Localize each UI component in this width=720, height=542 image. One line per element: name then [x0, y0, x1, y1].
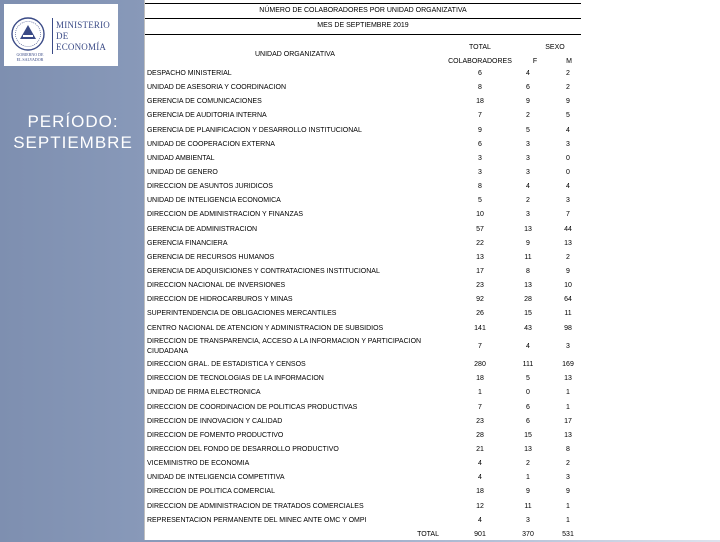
total-value: 17	[476, 267, 484, 275]
male-value: 2	[566, 70, 570, 77]
female-value: 6	[526, 417, 530, 425]
total-value: 4	[478, 460, 482, 468]
total-value: 3	[478, 154, 482, 162]
total-value: 141	[474, 324, 486, 332]
unit-name: VICEMINISTRO DE ECONOMIA	[147, 460, 250, 468]
table-row	[145, 500, 720, 514]
male-value: 9	[566, 488, 570, 496]
totals-total: 901	[474, 530, 486, 538]
female-value: 13	[524, 282, 532, 290]
total-value: 10	[476, 211, 484, 219]
male-value: 3	[566, 197, 570, 205]
table-row	[145, 124, 720, 138]
unit-name: UNIDAD DE FIRMA ELECTRONICA	[147, 389, 261, 397]
unit-name: DIRECCION DE TRANSPARENCIA, ACCESO A LA INFORMACION Y PARTICIPACION CIUDADANA	[147, 337, 422, 356]
unit-name: GERENCIA DE COMUNICACIONES	[147, 98, 262, 106]
ministry-name: MINISTERIO DE ECONOMÍA	[56, 20, 110, 52]
unit-name: UNIDAD DE INTELIGENCIA ECONOMICA	[147, 197, 281, 205]
column-header-m: M	[566, 58, 572, 65]
female-value: 2	[526, 460, 530, 468]
unit-name: UNIDAD AMBIENTAL	[147, 154, 215, 162]
unit-name: DESPACHO MINISTERIAL	[147, 70, 232, 77]
table-row	[145, 471, 720, 485]
table-row	[145, 265, 720, 279]
total-value: 18	[476, 98, 484, 106]
column-header-total: TOTAL	[469, 44, 491, 51]
coat-of-arms-icon	[10, 16, 46, 52]
male-value: 9	[566, 267, 570, 275]
total-value: 6	[478, 140, 482, 148]
unit-name: GERENCIA DE ADMINISTRACION	[147, 225, 258, 233]
male-value: 1	[566, 502, 570, 510]
table-row	[145, 194, 720, 208]
total-value: 9	[478, 126, 482, 134]
female-value: 9	[526, 239, 530, 247]
female-value: 15	[524, 310, 532, 318]
male-value: 98	[564, 324, 572, 332]
female-value: 5	[526, 375, 530, 383]
female-value: 3	[526, 168, 530, 176]
male-value: 2	[566, 460, 570, 468]
unit-name: UNIDAD DE COOPERACION EXTERNA	[147, 140, 275, 148]
female-value: 2	[526, 112, 530, 120]
totals-label: TOTAL	[417, 530, 439, 538]
unit-name: DIRECCION DE TECNOLOGIAS DE LA INFORMACION	[147, 375, 324, 383]
female-value: 3	[526, 516, 530, 524]
unit-name: UNIDAD DE INTELIGENCIA COMPETITIVA	[147, 474, 285, 482]
period-label	[0, 111, 146, 153]
female-value: 3	[526, 140, 530, 148]
ministry-logo	[4, 4, 118, 66]
total-value: 18	[476, 375, 484, 383]
male-value: 3	[566, 342, 570, 350]
unit-name: DIRECCION GRAL. DE ESTADISTICA Y CENSOS	[147, 361, 306, 369]
total-value: 28	[476, 431, 484, 439]
male-value: 13	[564, 375, 572, 383]
logo-caption: GOBIERNO DE EL SALVADOR	[16, 52, 44, 62]
male-value: 8	[566, 446, 570, 454]
female-value: 28	[524, 296, 532, 304]
female-value: 4	[526, 342, 530, 350]
table-row	[145, 415, 720, 429]
table-row	[145, 485, 720, 499]
table-row	[145, 166, 720, 180]
total-value: 4	[478, 474, 482, 482]
unit-name: CENTRO NACIONAL DE ATENCION Y ADMINISTRACION DE SUBSIDIOS	[147, 324, 384, 332]
table-row	[145, 293, 720, 307]
unit-name: UNIDAD DE GENERO	[147, 168, 218, 176]
female-value: 111	[522, 361, 534, 369]
female-value: 11	[524, 502, 532, 510]
column-header-total-sub: COLABORADORES	[448, 58, 512, 65]
table-row	[145, 443, 720, 457]
total-value: 7	[478, 112, 482, 120]
total-value: 3	[478, 168, 482, 176]
male-value: 7	[566, 211, 570, 219]
male-value: 13	[564, 239, 572, 247]
female-value: 13	[524, 446, 532, 454]
total-value: 26	[476, 310, 484, 318]
male-value: 0	[566, 154, 570, 162]
male-value: 1	[566, 389, 570, 397]
male-value: 169	[562, 361, 574, 369]
male-value: 1	[566, 516, 570, 524]
male-value: 5	[566, 112, 570, 120]
female-value: 4	[526, 70, 530, 77]
table-row	[145, 95, 720, 109]
table-row	[145, 307, 720, 321]
total-value: 7	[478, 403, 482, 411]
unit-name: GERENCIA DE AUDITORIA INTERNA	[147, 112, 267, 120]
table-row	[145, 429, 720, 443]
unit-name: GERENCIA DE PLANIFICACION Y DESARROLLO INSTITUCIONAL	[147, 126, 362, 134]
total-value: 21	[476, 446, 484, 454]
total-value: 22	[476, 239, 484, 247]
unit-name: DIRECCION DE HIDROCARBUROS Y MINAS	[147, 296, 293, 304]
female-value: 0	[526, 389, 530, 397]
table-row	[145, 279, 720, 293]
male-value: 17	[564, 417, 572, 425]
unit-name: REPRESENTACION PERMANENTE DEL MINEC ANTE OMC Y OMPI	[147, 516, 367, 524]
female-value: 3	[526, 154, 530, 162]
female-value: 15	[524, 431, 532, 439]
male-value: 2	[566, 253, 570, 261]
total-value: 4	[478, 516, 482, 524]
male-value: 44	[564, 225, 572, 233]
total-value: 23	[476, 282, 484, 290]
total-value: 280	[474, 361, 486, 369]
table-row	[145, 109, 720, 123]
period-month: SEPTIEMBRE	[13, 133, 133, 152]
table-row	[145, 251, 720, 265]
total-value: 23	[476, 417, 484, 425]
total-value: 92	[476, 296, 484, 304]
female-value: 2	[526, 197, 530, 205]
table-row	[145, 180, 720, 194]
table-row	[145, 514, 720, 528]
female-value: 3	[526, 211, 530, 219]
table-row	[145, 81, 720, 95]
unit-name: DIRECCION NACIONAL DE INVERSIONES	[147, 282, 286, 290]
unit-name: DIRECCION DE ADMINISTRACION Y FINANZAS	[147, 211, 304, 219]
unit-name: DIRECCION DE INNOVACION Y CALIDAD	[147, 417, 283, 425]
column-header-unit: UNIDAD ORGANIZATIVA	[255, 51, 335, 58]
male-value: 13	[564, 431, 572, 439]
male-value: 3	[566, 140, 570, 148]
male-value: 11	[564, 310, 572, 318]
total-value: 5	[478, 197, 482, 205]
male-value: 1	[566, 403, 570, 411]
total-value: 1	[478, 389, 482, 397]
female-value: 9	[526, 488, 530, 496]
table-body	[145, 67, 720, 542]
column-header-sexo: SEXO	[545, 44, 565, 51]
unit-name: DIRECCION DE ASUNTOS JURIDICOS	[147, 183, 273, 191]
table-row	[145, 138, 720, 152]
total-value: 13	[476, 253, 484, 261]
female-value: 9	[526, 98, 530, 106]
table-row	[145, 208, 720, 222]
unit-name: DIRECCION DE FOMENTO PRODUCTIVO	[147, 431, 284, 439]
unit-name: GERENCIA DE RECURSOS HUMANOS	[147, 253, 275, 261]
male-value: 3	[566, 474, 570, 482]
male-value: 2	[566, 84, 570, 92]
male-value: 9	[566, 98, 570, 106]
female-value: 6	[526, 84, 530, 92]
unit-name: GERENCIA DE ADQUISICIONES Y CONTRATACIONES INSTITUCIONAL	[147, 267, 380, 275]
female-value: 11	[524, 253, 532, 261]
table-row	[145, 152, 720, 166]
table-row	[145, 401, 720, 415]
female-value: 8	[526, 267, 530, 275]
column-header-f: F	[532, 58, 538, 65]
total-value: 8	[478, 183, 482, 191]
page-title: NÚMERO DE COLABORADORES POR UNIDAD ORGANIZATIVA	[259, 7, 467, 14]
table-row	[145, 223, 720, 237]
table-row	[145, 386, 720, 400]
unit-name: DIRECCION DE POLITICA COMERCIAL	[147, 488, 275, 496]
totals-female: 370	[522, 530, 534, 538]
unit-name: GERENCIA FINANCIERA	[147, 239, 228, 247]
male-value: 64	[564, 296, 572, 304]
table-row	[145, 358, 720, 372]
female-value: 43	[524, 324, 532, 332]
unit-name: DIRECCION DE COORDINACION DE POLITICAS PRODUCTIVAS	[147, 403, 358, 411]
page-subtitle: MES DE SEPTIEMBRE 2019	[317, 22, 409, 29]
logo-divider	[52, 18, 53, 54]
total-value: 6	[478, 70, 482, 77]
male-value: 0	[566, 168, 570, 176]
total-value: 12	[476, 502, 484, 510]
female-value: 5	[526, 126, 530, 134]
unit-name: DIRECCION DEL FONDO DE DESARROLLO PRODUCTIVO	[147, 446, 339, 454]
female-value: 4	[526, 183, 530, 191]
totals-male: 531	[562, 530, 574, 538]
table-row	[145, 457, 720, 471]
table-row	[145, 336, 720, 359]
subtitle-bottom-border	[145, 34, 581, 35]
table-row	[145, 322, 720, 336]
table-row	[145, 67, 720, 81]
unit-name: DIRECCION DE ADMINISTRACION DE TRATADOS COMERCIALES	[147, 502, 364, 510]
female-value: 6	[526, 403, 530, 411]
total-value: 57	[476, 225, 484, 233]
total-value: 7	[478, 342, 482, 350]
male-value: 4	[566, 183, 570, 191]
total-value: 18	[476, 488, 484, 496]
table-row	[145, 372, 720, 386]
total-value: 8	[478, 84, 482, 92]
unit-name: UNIDAD DE ASESORIA Y COORDINACION	[147, 84, 286, 92]
male-value: 4	[566, 126, 570, 134]
table-header	[145, 40, 720, 68]
male-value: 10	[564, 282, 572, 290]
period-heading: PERÍODO:	[27, 112, 119, 131]
table-row	[145, 237, 720, 251]
female-value: 1	[526, 474, 530, 482]
unit-name: SUPERINTENDENCIA DE OBLIGACIONES MERCANTILES	[147, 310, 337, 318]
female-value: 13	[524, 225, 532, 233]
collaborators-sheet	[144, 0, 720, 540]
